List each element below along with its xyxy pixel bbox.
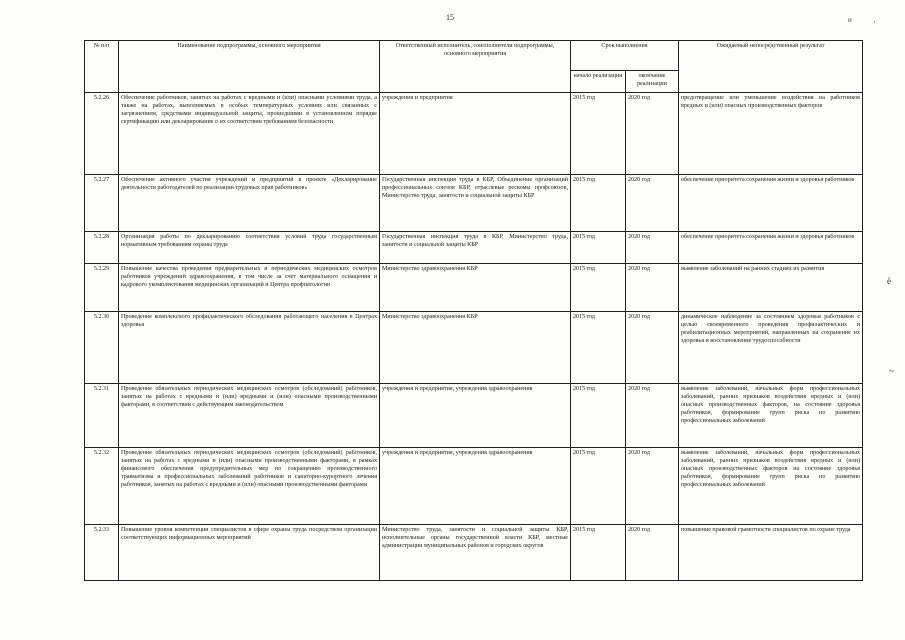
row-executor: учреждения и предприятия	[380, 93, 571, 175]
table-row	[85, 232, 863, 264]
row-result: выявление заболеваний, начальных форм профессиональных заболеваний, ранних признаков воздействия вредных и (или) опасных производственных факторов, на состояние здоровья работников, формирование групп риска по развитию профессиональных заболеваний	[679, 384, 863, 448]
row-number: 5.2.28	[85, 232, 119, 264]
row-start: 2015 год	[571, 312, 626, 384]
header-name: Наименование подпрограммы, основного мероприятия	[119, 41, 380, 93]
row-end: 2020 год	[626, 93, 679, 175]
row-number: 5.2.27	[85, 175, 119, 232]
header-start: начало реализации	[571, 71, 626, 93]
row-start: 2015 год	[571, 448, 626, 525]
margin-mark: ~	[889, 366, 894, 376]
table-row	[85, 448, 863, 525]
table-row	[85, 93, 863, 175]
row-result: повышение правовой грамотности специалистов по охране труда	[679, 525, 863, 581]
header-result: Ожидаемый непосредственный результат	[679, 41, 863, 93]
row-executor: учреждения и предприятия, учреждения здравоохранения	[380, 384, 571, 448]
row-executor: Министерство здравоохранения КБР	[380, 264, 571, 312]
row-start: 2015 год	[571, 175, 626, 232]
row-number: 5.2.30	[85, 312, 119, 384]
row-result: динамическое наблюдение за состоянием здоровья работников с целью своевременного проведения профилактических и реабилитационных мероприятий, направленных на сохранение их здоровья и восстановление трудоспособности	[679, 312, 863, 384]
row-result: предотвращение или уменьшение воздействия на работников вредных и (или) опасных производственных факторов	[679, 93, 863, 175]
row-number: 5.2.32	[85, 448, 119, 525]
row-executor: Министерство труда, занятости и социальной защиты КБР, исполнительные органы государственной власти КБР, местные администрации муниципальных районов и городских округов	[380, 525, 571, 581]
table-row	[85, 384, 863, 448]
table-row	[85, 525, 863, 581]
row-name: Повышение уровня компетенции специалистов в сфере охраны труда посредством организации соответствующих информационных мероприятий	[119, 525, 380, 581]
row-name: Повышение качества проведения предварительных и периодических медицинских осмотров работников учреждений здравоохранения, в том числе за счет материального оснащения и кадрового укомплектования медицинских организаций и Центра профпатологии	[119, 264, 380, 312]
row-end: 2020 год	[626, 525, 679, 581]
row-number: 5.2.33	[85, 525, 119, 581]
row-executor: Государственная инспекция труда в КБР, Объединение организаций профессиональных союзов КБР, отраслевые рескомы профсоюзов, Министерство труда, занятости и социальной защиты КБР	[380, 175, 571, 232]
row-executor: учреждения и предприятия, учреждения здравоохранения	[380, 448, 571, 525]
row-name: Обеспечение активного участия учреждений и предприятий в проекте «Декларирование деятельности работодателей по реализации трудовых прав работников»	[119, 175, 380, 232]
row-end: 2020 год	[626, 448, 679, 525]
row-name: Обеспечение работников, занятых на работах с вредными и (или) опасными условиями труда, а также на работах, выполняемых в особых температурных условиях или связанных с загрязнением, средствами индивидуальной защиты, прошедшими в установленном порядке сертификацию или декларирование о их соответствии требованиям безопасности	[119, 93, 380, 175]
row-executor: Министерство здравоохранения КБР	[380, 312, 571, 384]
row-end: 2020 год	[626, 232, 679, 264]
row-name: Проведение обязательных периодических медицинских осмотров (обследований) работников, занятых на работах с вредными и (или) опасными производственными факторами, в рамках финансового обеспечения предупредительных мер по сокращению производственного травматизма и профессиональных заболеваний работников и санаторно-курортного лечения работников, занятых на работах с вредными и (или) опасными производственными факторами	[119, 448, 380, 525]
row-end: 2020 год	[626, 264, 679, 312]
table-row	[85, 312, 863, 384]
row-end: 2020 год	[626, 312, 679, 384]
row-name: Проведение обязательных периодических медицинских осмотров (обследований) работников, занятых на работах с вредными и (или) вредными и (или) опасными производственными факторами, в соответствии с действующим законодательством	[119, 384, 380, 448]
corner-mark: и ,	[848, 16, 886, 24]
header-term: Срок выполнения	[571, 41, 679, 71]
row-start: 2015 год	[571, 232, 626, 264]
row-result: обеспечение приоритета сохранения жизни и здоровья работников	[679, 232, 863, 264]
row-end: 2020 год	[626, 384, 679, 448]
header-number: № п/п	[85, 41, 119, 93]
row-start: 2015 год	[571, 264, 626, 312]
header-executor: Ответственный исполнитель, соисполнители подпрограммы, основного мероприятия	[380, 41, 571, 93]
row-result: обеспечение приоритета сохранения жизни и здоровья работников	[679, 175, 863, 232]
header-end: окончание реализации	[626, 71, 679, 93]
table-row	[85, 264, 863, 312]
row-start: 2015 год	[571, 93, 626, 175]
row-name: Организация работы по декларированию соответствия условий труда государственным нормативным требованиям охраны труда	[119, 232, 380, 264]
row-start: 2015 год	[571, 384, 626, 448]
row-start: 2015 год	[571, 525, 626, 581]
margin-mark: ё	[887, 276, 891, 286]
row-name: Проведение комплексного профилактического обследования работающего населения в Центрах здоровья	[119, 312, 380, 384]
row-number: 5.2.29	[85, 264, 119, 312]
page-number: 15	[446, 13, 454, 22]
row-result: выявление заболеваний, начальных форм профессиональных заболеваний, ранних признаков воздействия вредных и (или) опасных производственных факторов на состояние здоровья работников, формирование групп риска по развитию профессиональных заболеваний	[679, 448, 863, 525]
row-number: 5.2.26	[85, 93, 119, 175]
program-table	[84, 40, 863, 581]
table-row	[85, 175, 863, 232]
row-end: 2020 год	[626, 175, 679, 232]
row-number: 5.2.31	[85, 384, 119, 448]
row-result: выявление заболеваний на ранних стадиях их развития	[679, 264, 863, 312]
row-executor: Государственная инспекция труда в КБР, Министерство труда, занятости и социальной защиты КБР	[380, 232, 571, 264]
